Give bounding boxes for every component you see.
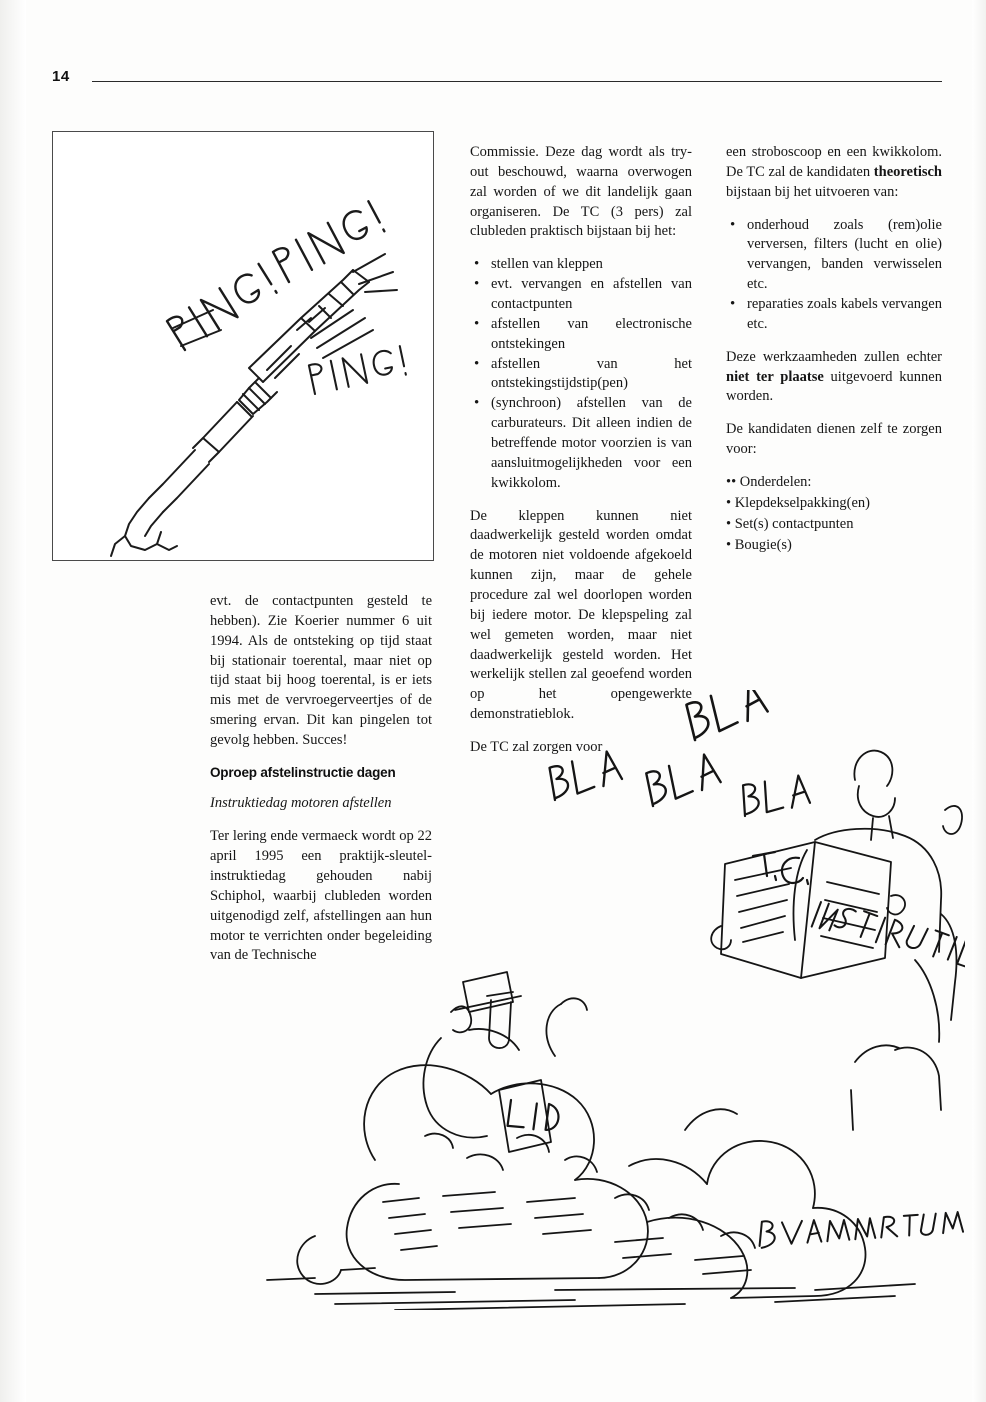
header-divider	[92, 81, 942, 82]
list-item: • (synchroon) afstellen van de carburateurs. Dit alleen indien de betreffende motor voorzien is van aansluitmogelijkheden voor een kwikkolom.	[470, 394, 692, 493]
right-bullet-list	[726, 216, 942, 335]
page-left-shadow	[0, 0, 26, 1402]
left-paragraph-1: evt. de contactpunten gesteld te hebben). Zie Koerier nummer 6 uit 1994. Als de ontsteking op tijd staat bij stationair toerental, maar niet op tijd staat bij hoog toerental, is er iets mis met de vervroegerveertjes of de smering ervan. Dit kan pingelen tot gevolg hebben. Succes!	[210, 593, 432, 749]
list-item: • reparaties zoals kabels vervangen etc.	[726, 295, 942, 335]
spark-plug-ping-illustration	[52, 131, 434, 561]
club-meeting-illustration	[255, 690, 965, 1310]
right-paragraph-2	[726, 348, 942, 408]
middle-bullet-list	[470, 255, 692, 493]
text-column-middle	[470, 143, 692, 758]
list-item: • afstellen van electronische ontstekingen	[470, 315, 692, 355]
list-item: • Bougie(s)	[726, 536, 792, 553]
right-paragraph-1	[726, 143, 942, 203]
list-item: • evt. vervangen en afstellen van contactpunten	[470, 275, 692, 315]
middle-paragraph-3: De TC zal zorgen voor	[470, 739, 603, 756]
page-number: 14	[52, 68, 70, 85]
list-item: • onderhoud zoals (rem)olie verversen, filters (lucht en olie) vervangen, banden verwisselen etc.	[726, 216, 942, 295]
left-paragraph-2: Ter lering ende vermaeck wordt op 22 april 1995 een praktijk-sleutel-instruktiedag gehouden nabij Schiphol, waarbij clubleden worden uitgenodigd zelf, afstellingen aan hun motor te verrichten onder begeleiding van de Technische	[210, 828, 432, 964]
page-header	[52, 68, 942, 98]
list-item: •• Onderdelen:	[726, 474, 812, 491]
page-right-shadow	[972, 0, 986, 1402]
middle-paragraph-2: De kleppen kunnen niet daadwerkelijk gesteld worden omdat de motoren niet voldoende afgekoeld kunnen zijn, maar de gehele procedure zal wel doorlopen worden bij iedere motor. De klepspeling zal wel gemeten worden, maar niet daadwerkelijk gesteld worden. Het werkelijk stellen zal geoefend worden op het opengewerkte demonstratieblok.	[470, 507, 692, 723]
right-paragraph-1-part2: bijstaan bij het uitvoeren van:	[726, 183, 899, 200]
left-italic-subheading: Instruktiedag motoren afstellen	[210, 795, 392, 812]
right-paragraph-1-emphasis: theoretisch	[873, 163, 942, 180]
list-item: • Klepdekselpakking(en)	[726, 494, 870, 511]
right-paragraph-1-part1: een stroboscoop en een kwikkolom. De TC zal de kandidaten	[726, 144, 942, 180]
right-paragraph-2-part2: uitgevoerd kunnen worden.	[726, 368, 942, 405]
right-paragraph-2-part1: Deze werkzaamheden zullen echter	[726, 348, 942, 365]
text-column-right	[726, 143, 942, 556]
left-section-heading: Oproep afstelinstructie dagen	[210, 764, 396, 780]
list-item: • afstellen van het ontstekingstijdstip(pen)	[470, 355, 692, 395]
middle-paragraph-1: Commissie. Deze dag wordt als try-out beschouwd, waarna overwogen zal worden of we dit landelijk gaan organiseren. De TC (3 pers) zal clubleden praktisch bijstaan bij het:	[470, 144, 692, 240]
right-supply-list	[726, 473, 942, 555]
right-paragraph-3: De kandidaten dienen zelf te zorgen voor:	[726, 421, 942, 458]
right-paragraph-2-emphasis: niet ter plaatse	[726, 368, 824, 385]
list-item: • Set(s) contactpunten	[726, 515, 854, 532]
list-item: • stellen van kleppen	[470, 255, 692, 275]
